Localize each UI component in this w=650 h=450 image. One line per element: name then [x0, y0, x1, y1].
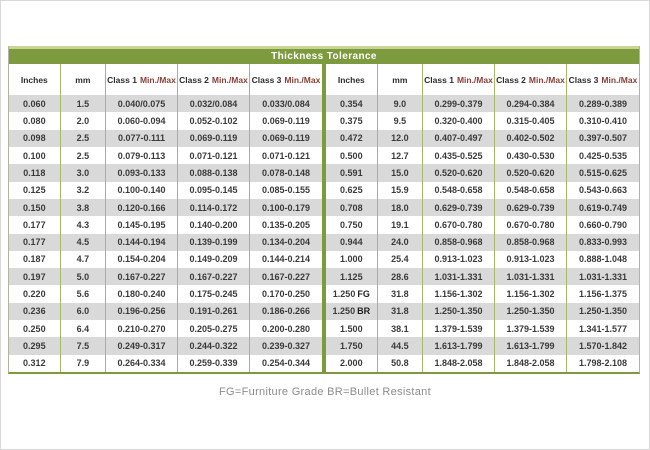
cell: 0.040/0.075	[106, 95, 178, 112]
cell: 0.069-0.119	[262, 133, 310, 144]
cell: 0.088-0.138	[178, 164, 250, 181]
cell: 0.670-0.780	[495, 216, 567, 233]
grade-flag: BR	[357, 306, 371, 317]
cell: 0.078-0.148	[261, 167, 310, 178]
cell: 0.660-0.790	[578, 219, 627, 230]
cell: 1.125	[326, 268, 378, 285]
table-row	[9, 199, 322, 216]
cell: 0.196-0.256	[106, 303, 178, 320]
cell: 1.5	[61, 95, 106, 112]
cell: 0.210-0.270	[106, 320, 178, 337]
table-row	[326, 130, 639, 147]
cell: 2.5	[61, 130, 106, 147]
cell: 0.888-1.048	[578, 254, 627, 265]
cell: 7.9	[61, 355, 106, 372]
table-row	[9, 320, 322, 337]
cell: 0.750	[326, 216, 378, 233]
cell: 6.4	[61, 320, 106, 337]
cell: 1.250-1.350	[423, 303, 495, 320]
tolerance-table-right	[326, 64, 639, 372]
cell: 0.150	[9, 199, 61, 216]
table-row	[9, 216, 322, 233]
cell: 0.254-0.344	[261, 358, 310, 369]
column-header-class-1: Class 1 Min./Max	[106, 64, 178, 95]
cell: 0.095-0.145	[178, 182, 250, 199]
cell: 0.100-0.140	[106, 182, 178, 199]
cell: 12.7	[378, 147, 423, 164]
cell: 9.0	[378, 95, 423, 112]
column-header-class-3: Class 3 Min./Max	[251, 74, 321, 85]
cell: 1.848-2.058	[495, 355, 567, 372]
cell: 2.5	[61, 147, 106, 164]
table-row	[326, 320, 639, 337]
cell: 0.134-0.204	[261, 237, 310, 248]
table-title: Thickness Tolerance	[9, 46, 639, 64]
cell: 0.294-0.384	[495, 95, 567, 112]
table-row	[326, 285, 639, 302]
thickness-tolerance-table	[8, 46, 640, 374]
cell: 0.191-0.261	[178, 303, 250, 320]
cell: 2.0	[61, 112, 106, 129]
table-row	[326, 234, 639, 251]
table-row	[9, 112, 322, 129]
cell: 0.833-0.993	[578, 237, 627, 248]
cell: 25.4	[378, 251, 423, 268]
table-row	[326, 303, 639, 320]
cell: 0.187	[9, 251, 61, 268]
cell: 0.472	[326, 130, 378, 147]
cell: 0.264-0.334	[106, 355, 178, 372]
table-row	[9, 130, 322, 147]
cell: 0.060-0.094	[106, 112, 178, 129]
cell: 4.5	[61, 234, 106, 251]
cell: 0.175-0.245	[178, 285, 250, 302]
cell: 0.167-0.227	[178, 268, 250, 285]
cell: 0.295	[9, 337, 61, 354]
cell: 0.397-0.507	[578, 133, 627, 144]
cell: 0.100	[9, 147, 61, 164]
cell: 7.5	[61, 337, 106, 354]
table-row	[9, 285, 322, 302]
cell: 1.031-1.331	[423, 268, 495, 285]
header-row-left	[9, 64, 322, 95]
table-row	[9, 147, 322, 164]
cell: 0.114-0.172	[178, 199, 250, 216]
cell: 0.180-0.240	[106, 285, 178, 302]
table-row	[326, 164, 639, 181]
table-row	[326, 251, 639, 268]
cell: 15.9	[378, 182, 423, 199]
cell: 0.310-0.410	[578, 115, 627, 126]
table-row	[9, 164, 322, 181]
cell: 0.144-0.194	[106, 234, 178, 251]
rows-right	[326, 95, 639, 372]
table-row	[9, 95, 322, 112]
cell: 0.080	[9, 112, 61, 129]
cell: 4.3	[61, 216, 106, 233]
cell: 1.031-1.331	[495, 268, 567, 285]
table-row	[9, 268, 322, 285]
cell: 0.085-0.155	[261, 185, 310, 196]
cell: 0.858-0.968	[423, 234, 495, 251]
cell: 1.341-1.577	[578, 323, 627, 334]
column-header-inches: Inches	[326, 64, 378, 95]
cell: 18.0	[378, 199, 423, 216]
cell: 0.060	[9, 95, 61, 112]
column-header-mm: mm	[378, 64, 423, 95]
cell: 0.315-0.405	[495, 112, 567, 129]
cell: 1.570-1.842	[578, 341, 627, 352]
cell: 50.8	[378, 355, 423, 372]
footer-note: FG=Furniture Grade BR=Bullet Resistant	[219, 386, 431, 398]
cell: 0.629-0.739	[423, 199, 495, 216]
cell: 19.1	[378, 216, 423, 233]
cell: 0.500	[326, 147, 378, 164]
cell: 0.289-0.389	[578, 98, 627, 109]
cell: 9.5	[378, 112, 423, 129]
cell: 0.591	[326, 164, 378, 181]
cell: 0.033/0.084	[262, 98, 310, 109]
cell: 1.031-1.331	[578, 271, 627, 282]
cell: 0.250	[9, 320, 61, 337]
column-header-mm: mm	[61, 64, 106, 95]
cell: 0.093-0.133	[106, 164, 178, 181]
cell: 0.670-0.780	[423, 216, 495, 233]
table-row	[326, 268, 639, 285]
cell: 24.0	[378, 234, 423, 251]
table-row	[9, 355, 322, 372]
cell: 0.205-0.275	[178, 320, 250, 337]
cell: 0.430-0.530	[495, 147, 567, 164]
cell: 1.750	[326, 337, 378, 354]
cell: 1.798-2.108	[578, 358, 627, 369]
cell: 0.435-0.525	[423, 147, 495, 164]
cell: 0.200-0.280	[261, 323, 310, 334]
cell: 0.071-0.121	[178, 147, 250, 164]
cell: 0.125	[9, 182, 61, 199]
table-body	[9, 64, 639, 372]
cell: 0.167-0.227	[261, 271, 310, 282]
cell: 0.944	[326, 234, 378, 251]
cell: 0.425-0.535	[578, 150, 627, 161]
cell: 1.379-1.539	[423, 320, 495, 337]
column-header-class-2: Class 2 Min./Max	[495, 64, 567, 95]
cell: 0.913-1.023	[423, 251, 495, 268]
cell: 0.708	[326, 199, 378, 216]
cell: 0.515-0.625	[578, 167, 627, 178]
grade-flag: FG	[357, 289, 370, 300]
cell: 1.848-2.058	[423, 355, 495, 372]
column-header-inches: Inches	[9, 64, 61, 95]
column-header-class-1: Class 1 Min./Max	[423, 64, 495, 95]
cell: 0.177	[9, 234, 61, 251]
cell: 0.100-0.179	[261, 202, 310, 213]
cell: 0.032/0.084	[178, 95, 250, 112]
cell: 3.2	[61, 182, 106, 199]
table-row	[326, 355, 639, 372]
cell: 0.186-0.266	[261, 306, 310, 317]
cell: 0.312	[9, 355, 61, 372]
cell: 0.118	[9, 164, 61, 181]
cell: 0.177	[9, 216, 61, 233]
cell: 0.625	[326, 182, 378, 199]
cell: 0.149-0.209	[178, 251, 250, 268]
column-header-class-2: Class 2 Min./Max	[178, 64, 250, 95]
cell: 0.135-0.205	[261, 219, 310, 230]
cell: 1.250 BR	[326, 303, 378, 320]
header-row-right	[326, 64, 639, 95]
cell: 0.079-0.113	[106, 147, 178, 164]
cell: 28.6	[378, 268, 423, 285]
cell: 0.170-0.250	[261, 289, 310, 300]
cell: 1.000	[326, 251, 378, 268]
table-row	[326, 216, 639, 233]
table-row	[9, 251, 322, 268]
cell: 0.069-0.119	[178, 130, 250, 147]
cell: 5.6	[61, 285, 106, 302]
cell: 0.520-0.620	[423, 164, 495, 181]
table-row	[326, 112, 639, 129]
cell: 0.139-0.199	[178, 234, 250, 251]
cell: 0.299-0.379	[423, 95, 495, 112]
cell: 0.320-0.400	[423, 112, 495, 129]
cell: 0.543-0.663	[578, 185, 627, 196]
cell: 0.071-0.121	[261, 150, 310, 161]
cell: 1.250-1.350	[578, 306, 627, 317]
table-row	[326, 337, 639, 354]
cell: 1.250-1.350	[495, 303, 567, 320]
cell: 3.0	[61, 164, 106, 181]
cell: 5.0	[61, 268, 106, 285]
table-row	[9, 337, 322, 354]
rows-left	[9, 95, 322, 372]
cell: 0.244-0.322	[178, 337, 250, 354]
cell: 38.1	[378, 320, 423, 337]
cell: 0.098	[9, 130, 61, 147]
cell: 1.500	[326, 320, 378, 337]
cell: 15.0	[378, 164, 423, 181]
cell: 1.156-1.375	[578, 289, 627, 300]
cell: 0.249-0.317	[106, 337, 178, 354]
cell: 44.5	[378, 337, 423, 354]
cell: 0.548-0.658	[495, 182, 567, 199]
cell: 0.858-0.968	[495, 234, 567, 251]
cell: 0.239-0.327	[261, 341, 310, 352]
cell: 0.259-0.339	[178, 355, 250, 372]
cell: 12.0	[378, 130, 423, 147]
cell: 0.407-0.497	[423, 130, 495, 147]
cell: 0.197	[9, 268, 61, 285]
cell: 0.402-0.502	[495, 130, 567, 147]
table-row	[9, 234, 322, 251]
table-row	[326, 95, 639, 112]
cell: 1.156-1.302	[495, 285, 567, 302]
cell: 1.613-1.799	[423, 337, 495, 354]
cell: 1.379-1.539	[495, 320, 567, 337]
cell: 0.354	[326, 95, 378, 112]
cell: 0.052-0.102	[178, 112, 250, 129]
cell: 0.120-0.166	[106, 199, 178, 216]
table-row	[9, 182, 322, 199]
cell: 0.520-0.620	[495, 164, 567, 181]
cell: 2.000	[326, 355, 378, 372]
tolerance-table-left	[9, 64, 322, 372]
cell: 0.167-0.227	[106, 268, 178, 285]
table-row	[326, 182, 639, 199]
cell: 1.156-1.302	[423, 285, 495, 302]
cell: 31.8	[378, 285, 423, 302]
cell: 0.154-0.204	[106, 251, 178, 268]
cell: 0.619-0.749	[578, 202, 627, 213]
table-row	[326, 199, 639, 216]
cell: 3.8	[61, 199, 106, 216]
cell: 31.8	[378, 303, 423, 320]
table-row	[9, 303, 322, 320]
cell: 0.548-0.658	[423, 182, 495, 199]
cell: 0.629-0.739	[495, 199, 567, 216]
column-header-class-3: Class 3 Min./Max	[568, 74, 638, 85]
cell: 0.220	[9, 285, 61, 302]
cell: 0.145-0.195	[106, 216, 178, 233]
cell: 6.0	[61, 303, 106, 320]
cell: 0.069-0.119	[262, 115, 310, 126]
cell: 0.913-1.023	[495, 251, 567, 268]
cell: 1.613-1.799	[495, 337, 567, 354]
cell: 0.144-0.214	[261, 254, 310, 265]
cell: 0.077-0.111	[106, 130, 178, 147]
cell: 1.250 FG	[326, 285, 378, 302]
cell: 0.375	[326, 112, 378, 129]
cell: 0.140-0.200	[178, 216, 250, 233]
table-row	[326, 147, 639, 164]
cell: 4.7	[61, 251, 106, 268]
cell: 0.236	[9, 303, 61, 320]
